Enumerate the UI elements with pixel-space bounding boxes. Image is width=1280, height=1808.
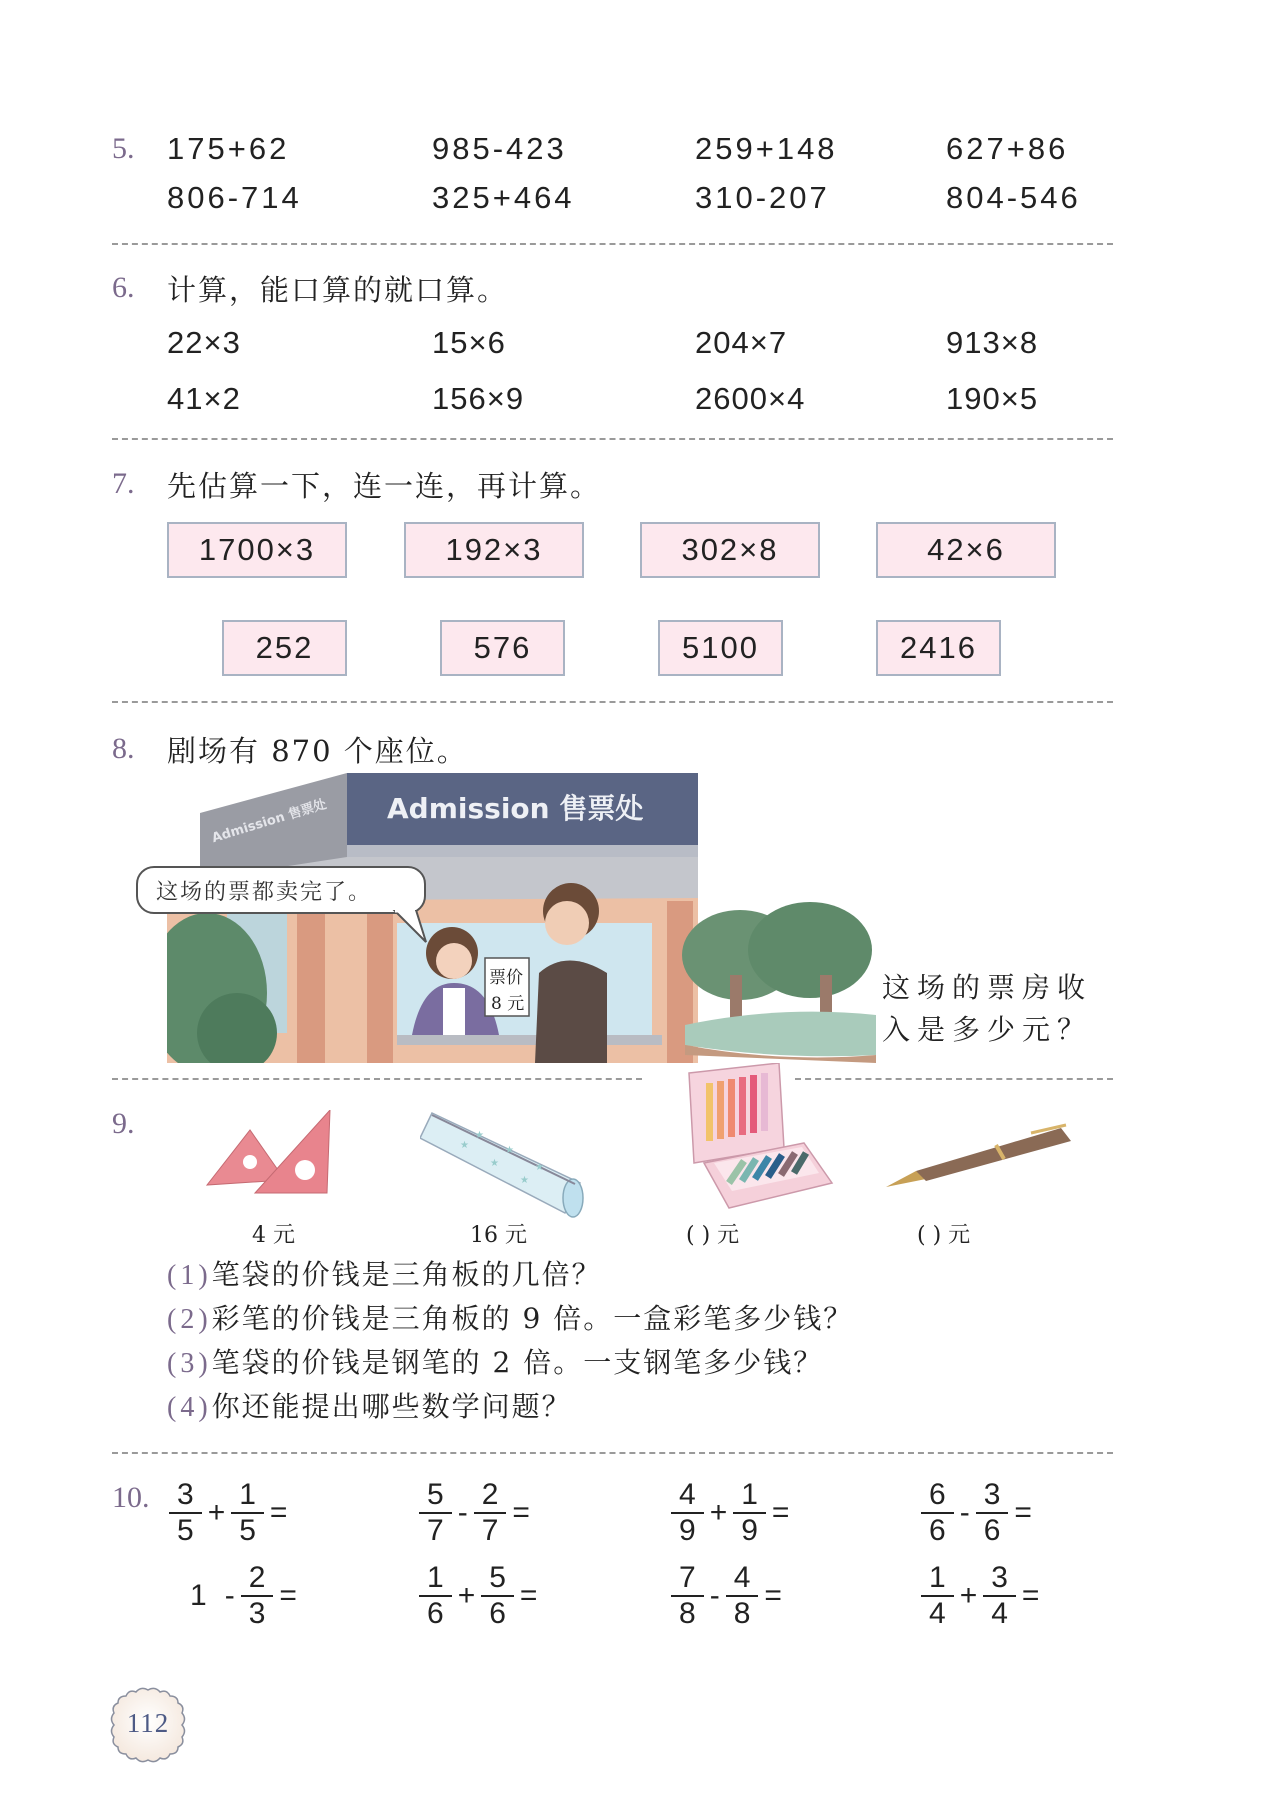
expression: 41×2: [167, 381, 241, 416]
expression-box[interactable]: 302×8: [640, 522, 820, 578]
fraction-expression: $\frac{4}{9}$ + $\frac{1}{9}$ =: [669, 1478, 793, 1548]
question-title: 剧场有 870 个座位。: [167, 734, 468, 768]
fraction: $\frac{7}{8}$: [671, 1561, 704, 1631]
fraction: $\frac{5}{6}$: [481, 1561, 514, 1631]
fraction: $\frac{2}{3}$: [241, 1561, 274, 1631]
speech-bubble-tail-icon: [390, 910, 430, 944]
expression: 310-207: [695, 180, 830, 215]
fraction-expression: $\frac{3}{5}$ + $\frac{1}{5}$ =: [167, 1478, 291, 1548]
marker-box-icon: [684, 1063, 834, 1215]
price-tag-line2: 8 元: [491, 994, 525, 1014]
question-text-line1: 这场的票房收: [882, 971, 1093, 1004]
section-divider: [795, 1078, 1113, 1080]
question-title: 计算，能口算的就口算。: [167, 273, 509, 307]
fraction: $\frac{3}{4}$: [983, 1561, 1016, 1631]
fraction-expression: 1 - $\frac{2}{3}$ =: [190, 1561, 297, 1630]
fraction-expression: $\frac{7}{8}$ - $\frac{4}{8}$ =: [669, 1561, 786, 1631]
price-label: 4 元: [252, 1223, 295, 1248]
section-divider: [112, 438, 1113, 440]
set-square-icon: [205, 1110, 340, 1195]
section-divider: [112, 1078, 642, 1080]
speech-bubble: [136, 866, 426, 914]
speech-text: 这场的票都卖完了。: [156, 879, 373, 905]
fraction: $\frac{5}{7}$: [419, 1478, 452, 1548]
fraction-expression: $\frac{1}{4}$ + $\frac{3}{4}$ =: [919, 1561, 1043, 1631]
sub-question: (3)笔袋的价钱是钢笔的 2 倍。一支钢笔多少钱？: [167, 1346, 824, 1379]
fraction: $\frac{1}{9}$: [733, 1478, 766, 1548]
svg-text:★: ★: [535, 1162, 544, 1173]
result-box[interactable]: 576: [440, 620, 565, 676]
expression: 204×7: [695, 325, 788, 360]
fraction: $\frac{3}{5}$: [169, 1478, 202, 1548]
expression-box[interactable]: 1700×3: [167, 522, 347, 578]
fraction: $\frac{4}{8}$: [726, 1561, 759, 1631]
pencil-case-icon: [420, 1108, 585, 1218]
expression-box[interactable]: 42×6: [876, 522, 1056, 578]
expression: 190×5: [946, 381, 1039, 416]
fraction-expression: $\frac{1}{6}$ + $\frac{5}{6}$ =: [417, 1561, 541, 1631]
section-divider: [112, 701, 1113, 703]
expression: 804-546: [946, 180, 1081, 215]
fraction-expression: $\frac{6}{6}$ - $\frac{3}{6}$ =: [919, 1478, 1036, 1548]
price-label: 16 元: [470, 1223, 527, 1248]
fraction: $\frac{6}{6}$: [921, 1478, 954, 1548]
expression: 985-423: [432, 131, 567, 166]
expression: 175+62: [167, 131, 290, 166]
question-number: 6.: [112, 271, 135, 304]
fraction: $\frac{1}{6}$: [419, 1561, 452, 1631]
question-text-line2: 入是多少元？: [882, 1013, 1093, 1046]
sign-main-text: Admission 售票处: [387, 792, 644, 825]
result-box[interactable]: 252: [222, 620, 347, 676]
fraction: $\frac{2}{7}$: [474, 1478, 507, 1548]
svg-text:★: ★: [475, 1130, 484, 1141]
expression: 627+86: [946, 131, 1069, 166]
expression: 22×3: [167, 325, 241, 360]
sub-question: (4)你还能提出哪些数学问题？: [167, 1390, 572, 1423]
question-number: 5.: [112, 132, 135, 165]
fraction: $\frac{1}{4}$: [921, 1561, 954, 1631]
expression: 806-714: [167, 180, 302, 215]
fraction-expression: $\frac{5}{7}$ - $\frac{2}{7}$ =: [417, 1478, 534, 1548]
question-number: 10.: [112, 1481, 150, 1514]
page-number: 112: [126, 1708, 170, 1738]
page-number-badge: [109, 1686, 187, 1764]
expression: 259+148: [695, 131, 838, 166]
fraction: $\frac{1}{5}$: [231, 1478, 264, 1548]
svg-text:★: ★: [460, 1140, 469, 1151]
price-blank[interactable]: ( ) 元: [917, 1223, 971, 1248]
result-box[interactable]: 2416: [876, 620, 1001, 676]
expression: 156×9: [432, 381, 525, 416]
sub-question: (1)笔袋的价钱是三角板的几倍？: [167, 1258, 602, 1291]
question-number: 7.: [112, 467, 135, 500]
section-divider: [112, 243, 1113, 245]
question-number: 9.: [112, 1107, 135, 1140]
sign-side-text: Admission 售票处: [210, 797, 329, 847]
expression: 15×6: [432, 325, 506, 360]
result-box[interactable]: 5100: [658, 620, 783, 676]
ticket-booth-illustration: [167, 773, 698, 1063]
svg-text:★: ★: [505, 1145, 514, 1156]
fraction: $\frac{3}{6}$: [976, 1478, 1009, 1548]
trees-icon: [680, 895, 876, 1063]
svg-text:★: ★: [490, 1158, 499, 1169]
expression: 2600×4: [695, 381, 806, 416]
price-blank[interactable]: ( ) 元: [686, 1223, 740, 1248]
expression-box[interactable]: 192×3: [404, 522, 584, 578]
svg-text:★: ★: [520, 1175, 529, 1186]
fraction: $\frac{4}{9}$: [671, 1478, 704, 1548]
sub-question: (2)彩笔的价钱是三角板的 9 倍。一盒彩笔多少钱？: [167, 1302, 854, 1335]
expression: 325+464: [432, 180, 575, 215]
question-number: 8.: [112, 732, 135, 765]
price-tag-line1: 票价: [489, 968, 523, 988]
fountain-pen-icon: [886, 1123, 1076, 1193]
question-title: 先估算一下，连一连，再计算。: [167, 469, 602, 503]
expression: 913×8: [946, 325, 1039, 360]
section-divider: [112, 1452, 1113, 1454]
